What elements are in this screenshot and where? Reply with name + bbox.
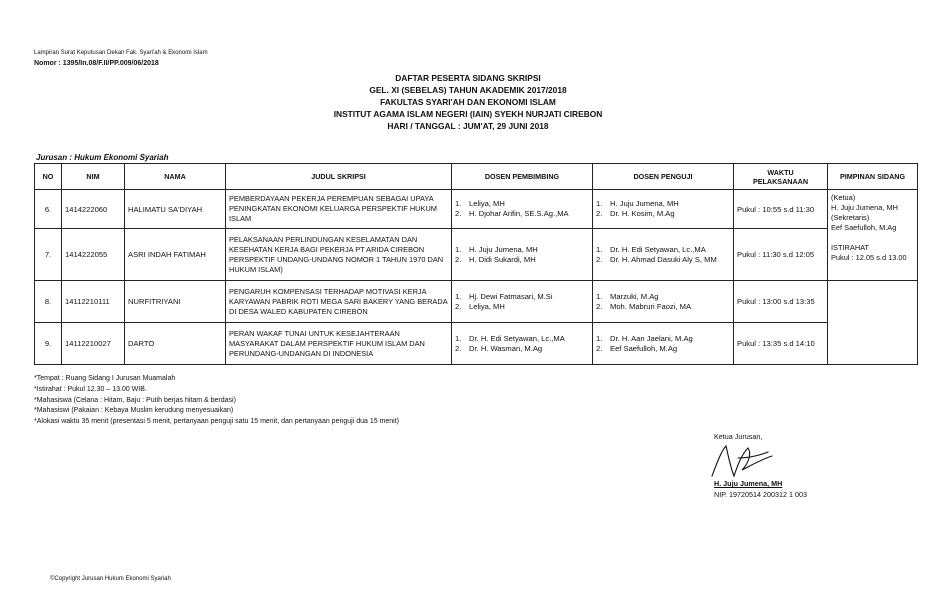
signature-name: H. Juju Jumena, MH: [714, 479, 783, 488]
pembimbing-2: H. Didi Sukardi, MH: [469, 254, 536, 264]
penguji-2: Dr. H. Ahmad Dasuki Aly S, MM: [610, 254, 717, 264]
cell-pembimbing: 1. Leliya, MH 2. H. Djohar Arifin, SE.S.Ag.,MA: [452, 190, 593, 229]
table-header-row: [35, 164, 918, 190]
signature-nip: NIP. 19720514 200312 1 003: [714, 490, 807, 499]
title-line-2: GEL. XI (SEBELAS) TAHUN AKADEMIK 2017/2018: [369, 85, 567, 95]
header-waktu-line2: PELAKSANAAN: [752, 176, 809, 186]
header-nama: NAMA: [125, 164, 226, 190]
pembimbing-2: Dr. H. Wasman, M.Ag: [469, 343, 543, 353]
header-no: NO: [35, 164, 62, 190]
penguji-1: H. Juju Jumena, MH: [610, 199, 679, 208]
cell-nim: 14112210111: [62, 281, 125, 323]
cell-judul: PELAKSANAAN PERLINDUNGAN KESELAMATAN DAN KESEHATAN KERJA BAGI PEKERJA PT ARIDA CIREBON PERSPEKTIF UNDANG-UNDANG NOMOR 1 TAHUN 1970 DAN HUKUM ISLAM): [226, 229, 452, 281]
penguji-1: Dr. H. Edi Setyawan, Lc.,MA: [610, 244, 706, 254]
pimpinan-sekretaris-label: (Sekretaris): [831, 213, 870, 222]
table-row: [35, 229, 918, 281]
cell-nama: ASRI INDAH FATIMAH: [125, 229, 226, 281]
document-title-block: [0, 72, 936, 132]
nomor-text: Nomor : 1395/In.08/F.II/PP.009/06/2018: [34, 60, 159, 67]
penguji-2: Moh. Mabruri Faozi, MA: [610, 301, 692, 311]
pimpinan-ketua-label: (Ketua): [831, 193, 856, 202]
header-penguji: DOSEN PENGUJI: [593, 164, 734, 190]
header-pembimbing: DOSEN PEMBIMBING: [452, 164, 593, 190]
header-nim: NIM: [62, 164, 125, 190]
table-row: [35, 190, 918, 229]
cell-waktu: Pukul : 11:30 s.d 12:05: [734, 229, 828, 281]
signature-title: Ketua Jurusan,: [714, 432, 763, 441]
title-line-4: INSTITUT AGAMA ISLAM NEGERI (IAIN) SYEKH NURJATI CIREBON: [333, 109, 603, 119]
cell-no: 8.: [35, 281, 62, 323]
cell-no: 7.: [35, 229, 62, 281]
note-mahasiswa: *Mahasiswa (Celana : Hitam, Baju : Putih berjas hitam & berdasi): [34, 396, 236, 404]
lampiran-text: Lampiran Surat Keputusan Dekan Fak. Syari'ah & Ekonomi Islam: [34, 50, 208, 56]
pembimbing-1: H. Juju Jumena, MH: [469, 244, 538, 254]
table-row: [35, 323, 918, 365]
cell-waktu: Pukul : 13:35 s.d 14:10: [734, 323, 828, 365]
cell-no: 9.: [35, 323, 62, 365]
header-waktu-line1: WAKTU: [767, 167, 794, 177]
title-line-3: FAKULTAS SYARI'AH DAN EKONOMI ISLAM: [380, 97, 556, 107]
cell-pimpinan-empty: [828, 281, 918, 365]
copyright-text: ©Copyright Jurusan Hukum Ekonomi Syariah: [50, 576, 171, 582]
title-line-5: HARI / TANGGAL : JUM'AT, 29 JUNI 2018: [387, 121, 549, 131]
cell-nim: 1414222055: [62, 229, 125, 281]
penguji-2: Dr. H. Kosim, M.Ag: [610, 209, 675, 218]
cell-pimpinan: [828, 190, 918, 281]
cell-pembimbing: 1. Dr. H. Edi Setyawan, Lc.,MA 2. Dr. H. Wasman, M.Ag: [452, 323, 593, 365]
penguji-2: Eef Saefulloh, M.Ag: [610, 343, 678, 353]
jurusan-label: Jurusan : Hukum Ekonomi Syariah: [36, 153, 169, 162]
cell-waktu: Pukul : 10:55 s.d 11:30: [734, 190, 828, 229]
cell-nama: DARTO: [125, 323, 226, 365]
cell-pembimbing: 1. H. Juju Jumena, MH 2. H. Didi Sukardi, MH: [452, 229, 593, 281]
note-mahasiswi: *Mahasiswi (Pakaian : Kebaya Muslim kerudung menyesuaikan): [34, 407, 234, 415]
header-pimpinan: PIMPINAN SIDANG: [828, 164, 918, 190]
cell-waktu: Pukul : 13:00 s.d 13:35: [734, 281, 828, 323]
cell-nim: 14112210027: [62, 323, 125, 365]
istirahat-label: ISTIRAHAT: [831, 243, 870, 252]
handwritten-signature: [708, 440, 778, 482]
cell-judul: PENGARUH KOMPENSASI TERHADAP MOTIVASI KERJA KARYAWAN PABRIK ROTI MEGA SARI BAKERY YANG BERADA DI DESA WALED KABUPATEN CIREBON: [226, 281, 452, 323]
pembimbing-1: Leliya, MH: [469, 199, 505, 208]
pimpinan-sekretaris: Eef Saefulloh, M.Ag: [831, 223, 897, 232]
cell-penguji: 1. H. Juju Jumena, MH 2. Dr. H. Kosim, M.Ag: [593, 190, 734, 229]
cell-nama: NURFITRIYANI: [125, 281, 226, 323]
cell-judul: PERAN WAKAF TUNAI UNTUK KESEJAHTERAAN MASYARAKAT DALAM PERSPEKTIF HUKUM ISLAM DAN PERUNDANG-UNDANGAN DI INDONESIA: [226, 323, 452, 365]
pembimbing-2: H. Djohar Arifin, SE.S.Ag.,MA: [469, 209, 569, 218]
table-row: [35, 281, 918, 323]
cell-nim: 1414222060: [62, 190, 125, 229]
istirahat-time: Pukul : 12.05 s.d 13.00: [831, 253, 907, 262]
note-istirahat: *Istirahat : Pukul 12.30 – 13.00 WIB.: [34, 385, 147, 393]
note-tempat: *Tempat : Ruang Sidang I Jurusan Muamalah: [34, 375, 176, 382]
cell-no: 6.: [35, 190, 62, 229]
header-waktu: [734, 164, 828, 190]
pembimbing-1: Dr. H. Edi Setyawan, Lc.,MA: [469, 333, 565, 343]
cell-penguji: 1. Dr. H. Aan Jaelani, M.Ag 2. Eef Saefulloh, M.Ag: [593, 323, 734, 365]
pimpinan-ketua: H. Juju Jumena, MH: [831, 203, 898, 212]
header-judul: JUDUL SKRIPSI: [226, 164, 452, 190]
pembimbing-1: Hj. Dewi Fatmasari, M.Si: [469, 291, 553, 301]
note-alokasi: *Alokasi waktu 35 menit (presentasi 5 menit, pertanyaan penguji satu 15 menit, dan pertanyaan penguji dua 15 menit): [34, 418, 400, 426]
title-line-1: DAFTAR PESERTA SIDANG SKRIPSI: [395, 73, 541, 83]
cell-penguji: 1. Dr. H. Edi Setyawan, Lc.,MA 2. Dr. H. Ahmad Dasuki Aly S, MM: [593, 229, 734, 281]
cell-judul: PEMBERDAYAAN PEKERJA PEREMPUAN SEBAGAI UPAYA PENINGKATAN EKONOMI KELUARGA PERSPEKTIF HUKUM ISLAM: [226, 190, 452, 229]
cell-nama: HALIMATU SA'DIYAH: [125, 190, 226, 229]
participants-table: [34, 163, 918, 365]
penguji-1: Dr. H. Aan Jaelani, M.Ag: [610, 333, 693, 343]
penguji-1: Marzuki, M.Ag: [610, 291, 659, 301]
notes-block: [34, 374, 399, 428]
cell-penguji: 1. Marzuki, M.Ag 2. Moh. Mabruri Faozi, MA: [593, 281, 734, 323]
cell-pembimbing: 1. Hj. Dewi Fatmasari, M.Si 2. Leliya, MH: [452, 281, 593, 323]
pembimbing-2: Leliya, MH: [469, 301, 505, 311]
